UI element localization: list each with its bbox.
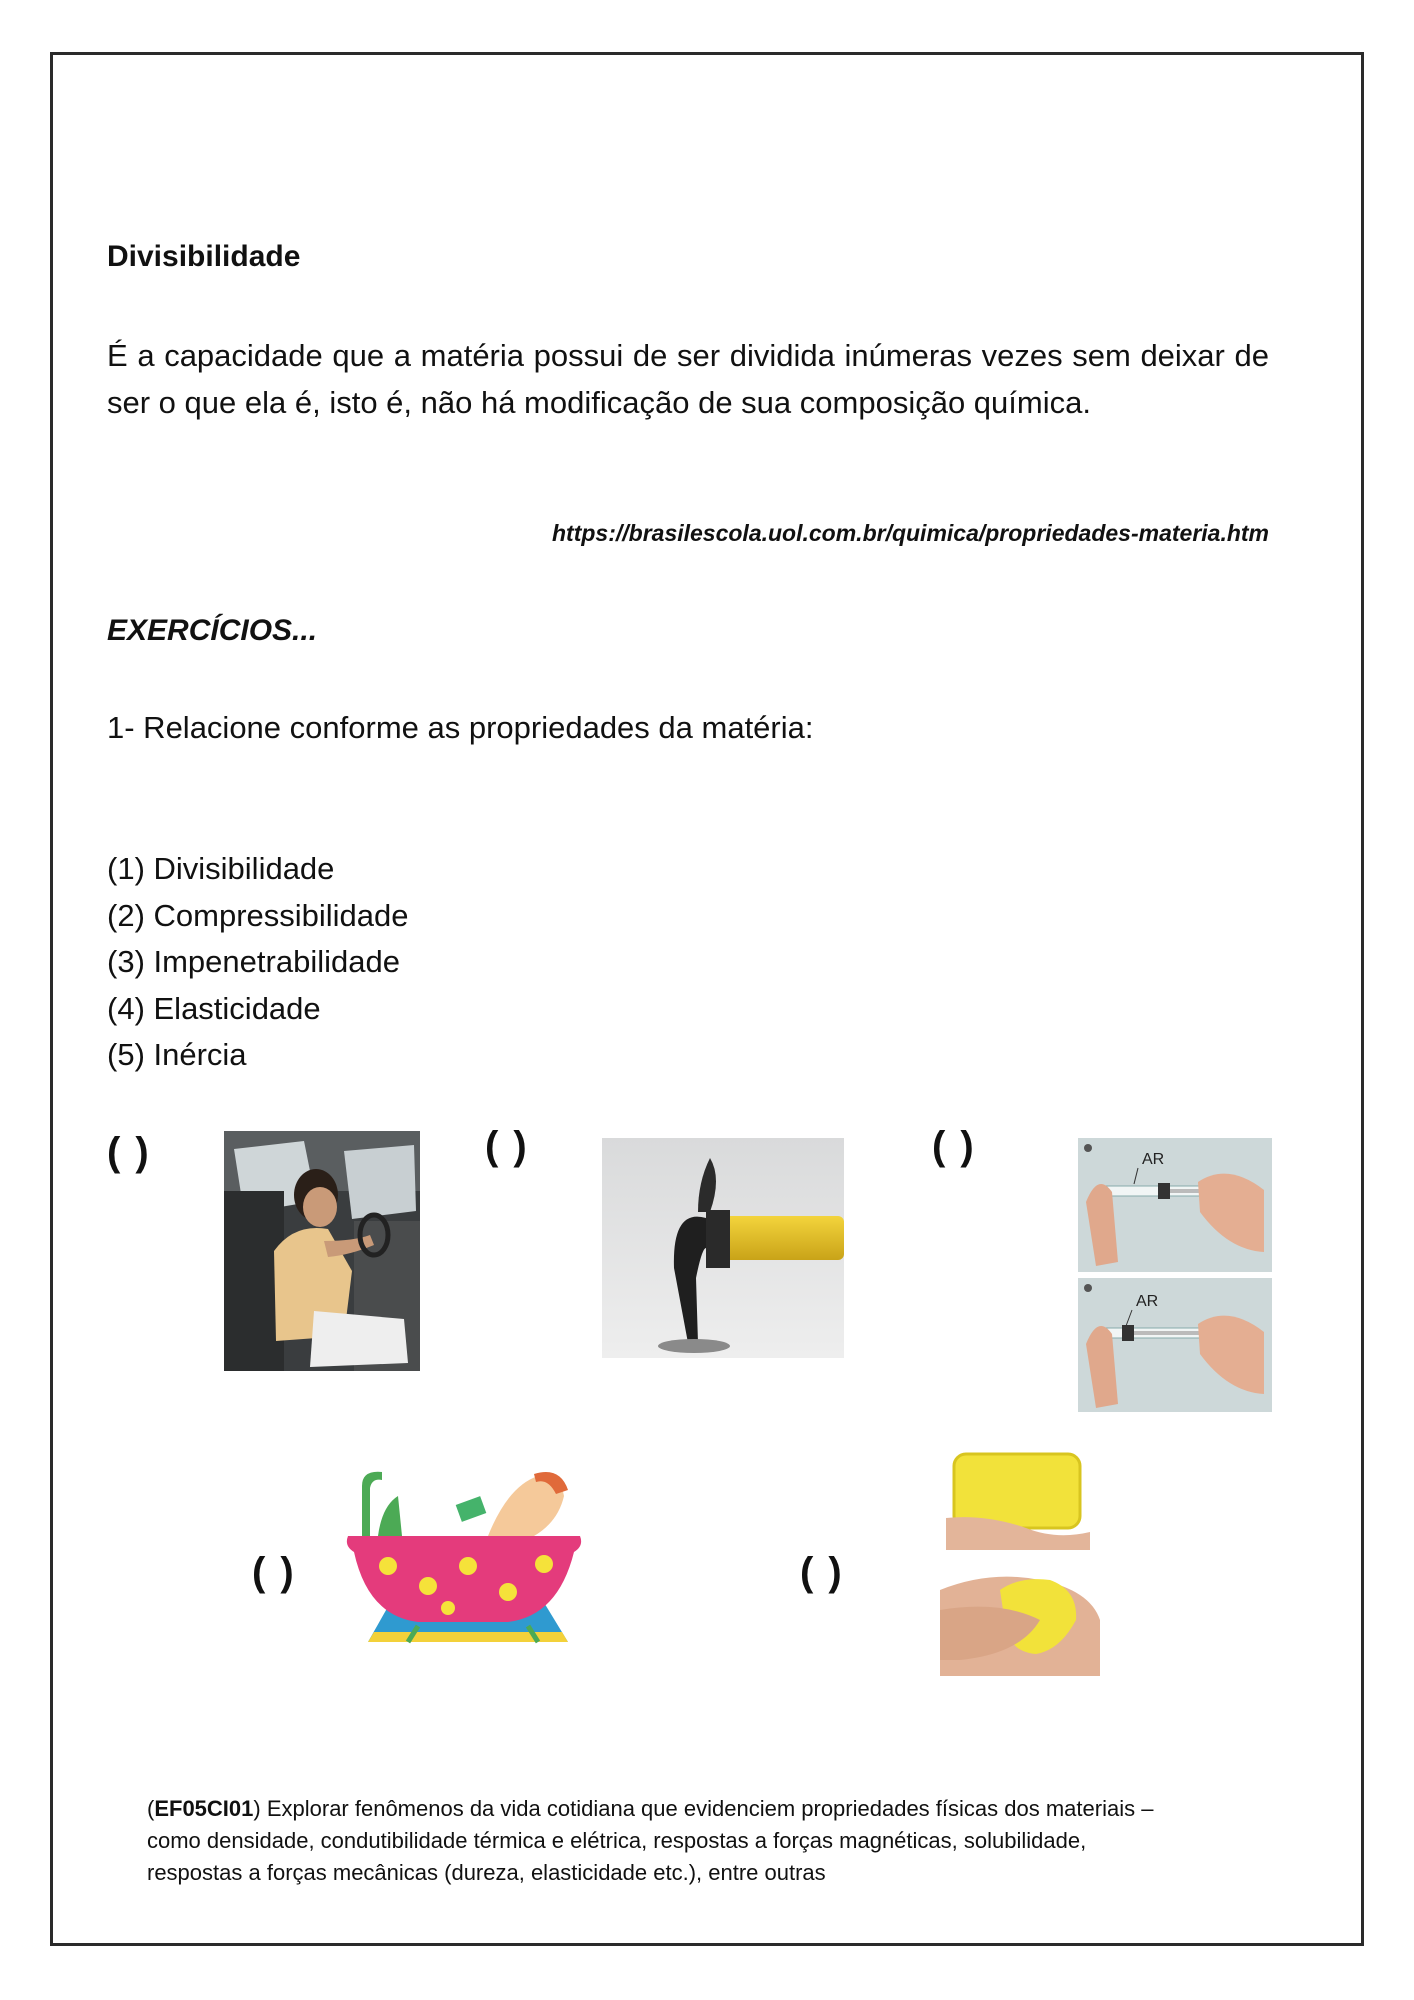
- syringe-image: [1078, 1132, 1272, 1416]
- hammer-image: [602, 1138, 844, 1358]
- exercises-heading: EXERCÍCIOS...: [107, 614, 318, 647]
- answer-blank-bathtub[interactable]: ( ): [252, 1550, 296, 1594]
- sponge-image: [946, 1448, 1090, 1554]
- answer-blank-hammer[interactable]: ( ): [485, 1124, 529, 1168]
- answer-blank-syringe[interactable]: ( ): [932, 1124, 976, 1168]
- option-compressibilidade: (2) Compressibilidade: [107, 897, 409, 933]
- bathtub-image: [338, 1466, 590, 1652]
- syringe-label-top: AR: [1142, 1151, 1165, 1168]
- syringe-label-bottom: AR: [1136, 1293, 1159, 1310]
- definition-paragraph: É a capacidade que a matéria possui de ser dividida inúmeras vezes sem deixar de ser o que ela é, isto é, não há modificação de sua composição química.: [107, 338, 1269, 420]
- footnote-text: ) Explorar fenômenos da vida cotidiana que evidenciem propriedades físicas dos materiais – como densidade, condutibilidade térmica e elétrica, respostas a forças magnéticas, solubilidade, respostas a forças mecânicas (dureza, elasticidade etc.), entre outras: [147, 1796, 1154, 1885]
- answer-blank-sponge[interactable]: ( ): [800, 1550, 844, 1594]
- options-list: [107, 846, 409, 1079]
- footnote-code: EF05CI01: [154, 1796, 254, 1821]
- source-link[interactable]: https://brasilescola.uol.com.br/quimica/propriedades-materia.htm: [552, 520, 1269, 546]
- section-heading: Divisibilidade: [107, 240, 301, 273]
- option-elasticidade: (4) Elasticidade: [107, 990, 321, 1026]
- car-driver-image: [224, 1131, 420, 1371]
- footnote-open: (: [147, 1796, 155, 1821]
- option-divisibilidade: (1) Divisibilidade: [107, 851, 335, 886]
- option-inercia: (5) Inércia: [107, 1037, 247, 1072]
- squeezed-sponge-image: [940, 1550, 1100, 1676]
- footnote: [147, 1793, 1177, 1889]
- answer-blank-car[interactable]: ( ): [107, 1130, 151, 1174]
- question-text: 1- Relacione conforme as propriedades da matéria:: [107, 710, 814, 745]
- option-impenetrabilidade: (3) Impenetrabilidade: [107, 944, 400, 979]
